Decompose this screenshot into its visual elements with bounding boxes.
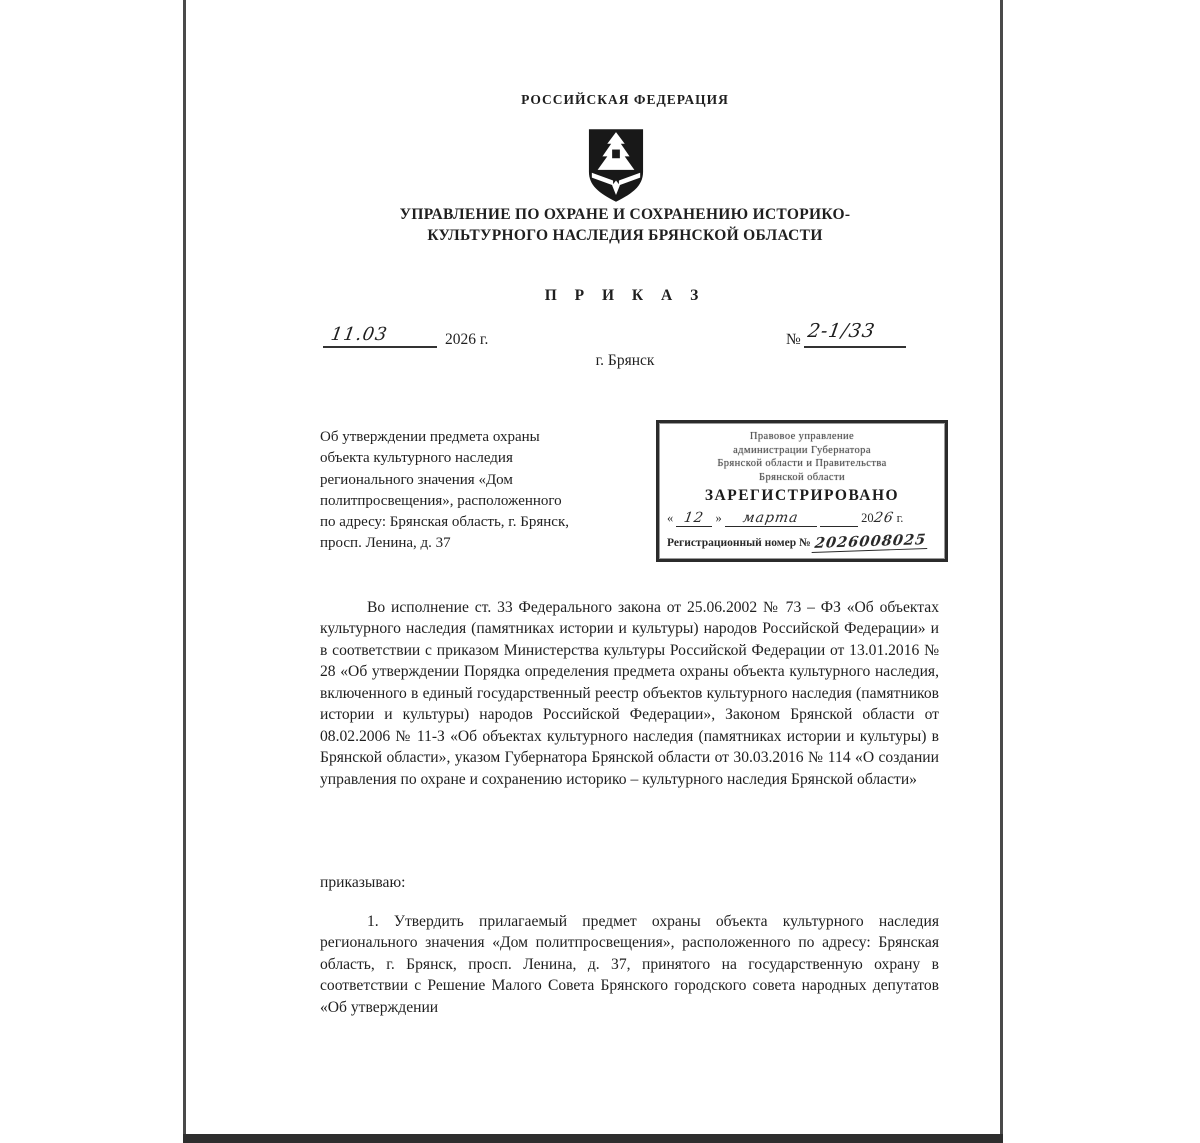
subject-line: объекта культурного наследия <box>320 450 513 467</box>
order-item-1: 1. Утвердить прилагаемый предмет охраны объекта культурного наследия регионального значения «Дом политпросвещения», расположенного по адресу: Брянская область, г. Брянск, просп. Ленина, д. 37, принятого на государственную охрану в соответствии с Решение Малого Совета Брянского городского совета народных депутатов «Об утверждении <box>320 913 939 1016</box>
order-number-field <box>804 320 906 348</box>
city-line: г. Брянск <box>595 352 655 369</box>
handwritten-date: 11.03 <box>329 324 390 345</box>
subject-line: по адресу: Брянская область, г. Брянск, <box>320 514 569 531</box>
handwritten-day: 12 <box>683 510 706 526</box>
stamp-registered-label: ЗАРЕГИСТРИРОВАНО <box>704 487 900 504</box>
handwritten-order-number: 2-1/33 <box>806 320 877 342</box>
stamp-office-line: администрации Губернатора <box>733 444 871 456</box>
stamp-quote-open: « <box>667 511 674 525</box>
page-left-edge <box>183 0 186 1143</box>
subject-line: Об утверждении предмета охраны <box>320 429 540 445</box>
organization-name <box>285 204 965 246</box>
stamp-registration-number-line <box>667 533 937 551</box>
order-date-year: 2026 г. <box>445 331 489 348</box>
stamp-date-line <box>667 510 937 527</box>
subject-line: политпросвещения», расположенного <box>320 492 562 509</box>
stamp-blank-field <box>820 511 858 527</box>
order-subject <box>320 427 642 555</box>
stamp-registration-label: Регистрационный номер № <box>667 537 811 549</box>
subject-line: просп. Ленина, д. 37 <box>320 535 451 552</box>
subject-line: регионального значения «Дом <box>320 471 513 488</box>
organization-name-line2: КУЛЬТУРНОГО НАСЛЕДИЯ БРЯНСКОЙ ОБЛАСТИ <box>427 227 823 244</box>
handwritten-year: 26 <box>872 510 895 526</box>
preamble-paragraph: Во исполнение ст. 33 Федерального закона от 25.06.2002 № 73 – ФЗ «Об объектах культурного наследия (памятниках истории и культуры) народов Российской Федерации» и в соответствии с приказом Министерства культуры Российской Федерации от 13.01.2016 № 28 «Об утверждении Порядка определения предмета охраны объекта культурного наследия, включенного в единый государственный реестр объектов культурного наследия (памятников истории и культуры) народов Российской Федерации», Законом Брянской области от 08.02.2006 № 11-З «Об объектах культурного наследия (памятниках истории и культуры) в Брянской области», указом Губернатора Брянской области от 30.03.2016 № 114 «О создании управления по охране и сохранению историко – культурного наследия Брянской области» <box>320 599 939 788</box>
handwritten-month: марта <box>741 510 800 526</box>
stamp-day-field <box>676 510 712 527</box>
handwritten-registration-number: 2026008025 <box>812 531 930 553</box>
page-bottom-edge <box>183 1134 1003 1143</box>
order-date-field <box>323 324 437 348</box>
stamp-month-field <box>725 510 817 527</box>
page-right-edge <box>1000 0 1003 1143</box>
stamp-quote-close: » <box>715 511 722 525</box>
organization-name-line1: УПРАВЛЕНИЕ ПО ОХРАНЕ И СОХРАНЕНИЮ ИСТОРИКО- <box>399 206 851 223</box>
stamp-year-prefix: 20 <box>861 511 874 525</box>
order-number-sign: № <box>786 331 801 348</box>
registration-stamp <box>656 420 948 562</box>
stamp-office-line: Брянской области <box>759 471 845 483</box>
country-header: РОССИЙСКАЯ ФЕДЕРАЦИЯ <box>521 92 729 107</box>
stamp-year-unit: г. <box>896 511 904 525</box>
document-title: П Р И К А З <box>544 287 706 304</box>
coat-of-arms-icon <box>587 126 645 205</box>
orders-word: приказываю: <box>320 874 406 891</box>
stamp-office-line: Брянской области и Правительства <box>717 458 887 469</box>
stamp-office-line: Правовое управление <box>749 431 855 442</box>
